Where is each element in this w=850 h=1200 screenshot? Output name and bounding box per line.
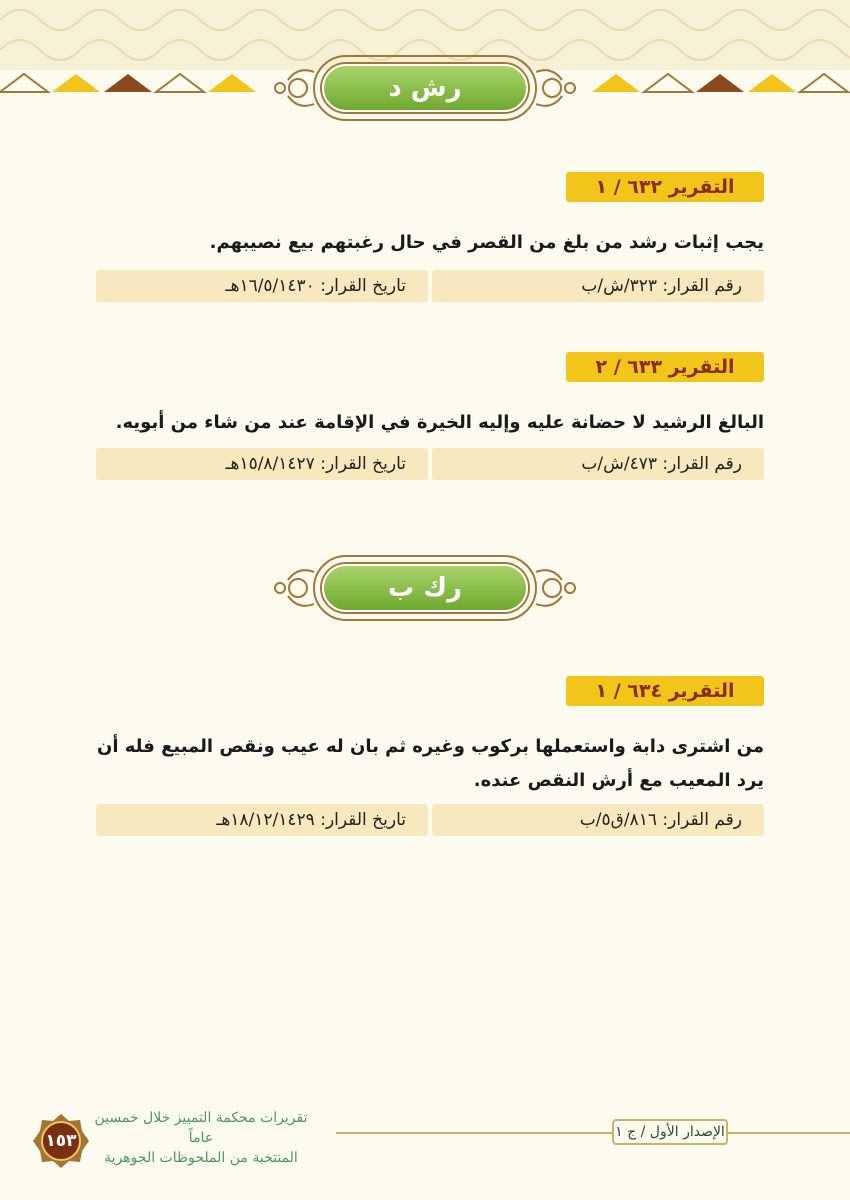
footer-book-title <box>86 1108 316 1168</box>
report-text-line: يرد المعيب مع أرش النقص عنده. <box>473 770 764 791</box>
page-number-badge <box>32 1112 90 1170</box>
section-header-rushd <box>270 52 580 124</box>
decision-date: تاريخ القرار: ١٥/٨/١٤٢٧هـ <box>96 448 428 480</box>
decision-number: رقم القرار: ٨١٦/ق٥/ب <box>432 804 764 836</box>
report-title: التقرير ٦٣٢ / ١ <box>566 172 764 202</box>
section-heading: رش د <box>322 64 528 112</box>
section-header-rakb <box>270 552 580 624</box>
section-heading: رك ب <box>322 564 528 612</box>
report-title: التقرير ٦٣٤ / ١ <box>566 676 764 706</box>
decision-number: رقم القرار: ٣٢٣/ش/ب <box>432 270 764 302</box>
report-text: يجب إثبات رشد من بلغ من القصر في حال رغبتهم بيع نصيبهم. <box>209 232 764 253</box>
footer-divider <box>336 1132 850 1134</box>
report-title: التقرير ٦٣٣ / ٢ <box>566 352 764 382</box>
footer-book-title-line: تقريرات محكمة التمييز خلال خمسين عاماً <box>94 1110 308 1146</box>
decision-number: رقم القرار: ٤٧٣/ش/ب <box>432 448 764 480</box>
page-number: ١٥٣ <box>45 1131 77 1151</box>
decision-date: تاريخ القرار: ١٦/٥/١٤٣٠هـ <box>96 270 428 302</box>
decision-date: تاريخ القرار: ١٨/١٢/١٤٢٩هـ <box>96 804 428 836</box>
footer-edition-label: الإصدار الأول / ج ١ <box>612 1119 728 1145</box>
report-text: البالغ الرشيد لا حضانة عليه وإليه الخيرة في الإقامة عند من شاء من أبويه. <box>115 412 764 433</box>
footer-book-title-line: المنتخبة من الملحوظات الجوهرية <box>104 1150 298 1166</box>
report-text-line: من اشترى دابة واستعملها بركوب وغيره ثم بان له عيب ونقص المبيع فله أن <box>96 736 764 757</box>
